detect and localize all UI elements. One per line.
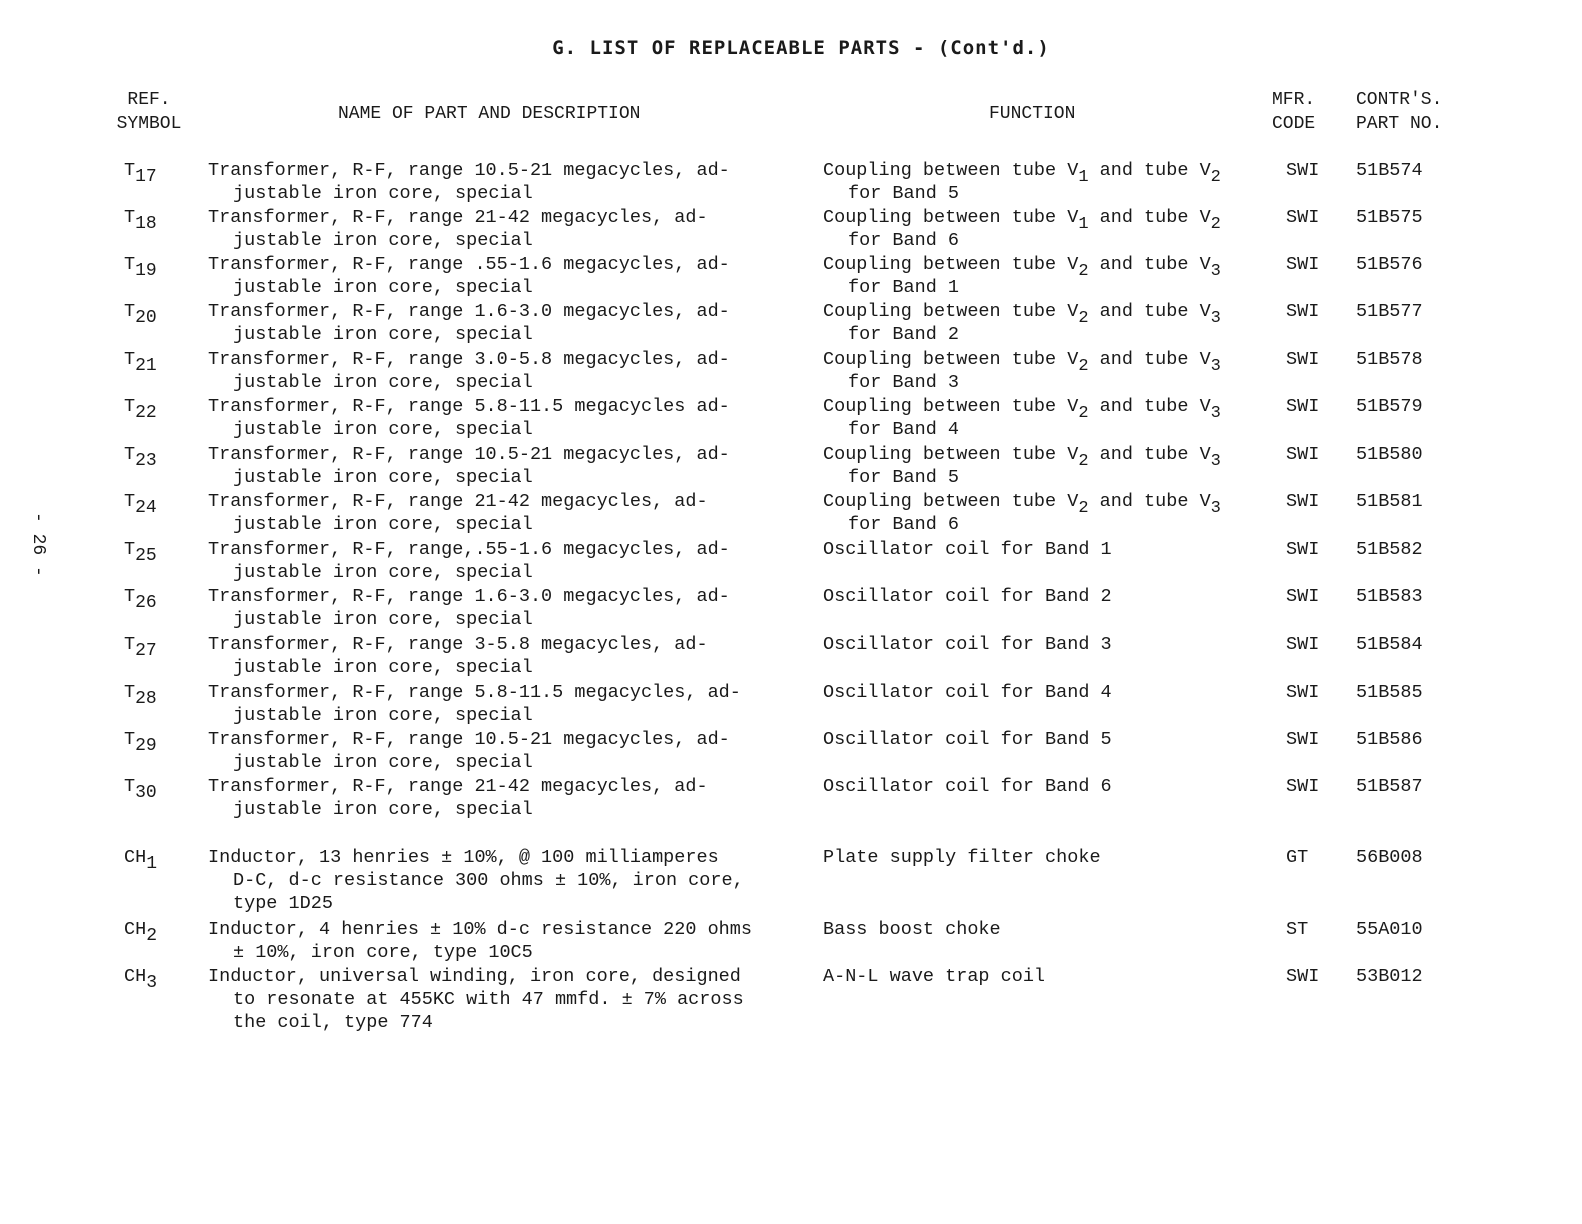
part-function: Oscillator coil for Band 4 [823, 682, 1112, 703]
part-number: 51B575 [1356, 207, 1423, 228]
mfr-code: SWI [1286, 160, 1320, 181]
mfr-code: SWI [1286, 491, 1320, 512]
part-number: 51B582 [1356, 539, 1423, 560]
ref-symbol: $T_{23}$ [124, 444, 157, 471]
mfr-code: SWI [1286, 396, 1320, 417]
part-description: Transformer, R-F, range 5.8-11.5 megacycles, ad- justable iron core, special [208, 682, 741, 726]
mfr-code: SWI [1286, 634, 1320, 655]
part-number: 55A010 [1356, 919, 1423, 940]
ref-symbol: $T_{28}$ [124, 682, 157, 709]
part-function: Coupling between tube $V_1$ and tube $V_2$ for Band 6 [823, 207, 1221, 251]
part-number: 53B012 [1356, 966, 1423, 987]
part-number: 51B587 [1356, 776, 1423, 797]
part-description: Transformer, R-F, range 3.0-5.8 megacycles, ad- justable iron core, special [208, 349, 730, 393]
ref-symbol: $T_{30}$ [124, 776, 157, 803]
part-number: 51B581 [1356, 491, 1423, 512]
part-function: Coupling between tube $V_2$ and tube $V_3$ for Band 1 [823, 254, 1221, 298]
part-number: 51B586 [1356, 729, 1423, 750]
part-number: 51B580 [1356, 444, 1423, 465]
part-number: 51B578 [1356, 349, 1423, 370]
part-function: Oscillator coil for Band 5 [823, 729, 1112, 750]
part-number: 56B008 [1356, 847, 1423, 868]
part-number: 51B577 [1356, 301, 1423, 322]
ref-symbol: $T_{17}$ [124, 160, 157, 187]
part-description: Inductor, 13 henries ± 10%, @ 100 milliamperes D-C, d-c resistance 300 ohms ± 10%, iron core, type 1D25 [208, 847, 744, 914]
ref-symbol: $T_{18}$ [124, 207, 157, 234]
part-description: Transformer, R-F, range .55-1.6 megacycles, ad- justable iron core, special [208, 254, 730, 298]
part-function: Coupling between tube $V_2$ and tube $V_3$ for Band 6 [823, 491, 1221, 535]
part-description: Transformer, R-F, range 10.5-21 megacycles, ad- justable iron core, special [208, 160, 730, 204]
ref-symbol: $CH_3$ [124, 966, 158, 993]
header-ref-line1: REF. [127, 90, 171, 110]
part-description: Transformer, R-F, range 10.5-21 megacycles, ad- justable iron core, special [208, 729, 730, 773]
mfr-code: SWI [1286, 301, 1320, 322]
mfr-code: ST [1286, 919, 1309, 940]
page-title: G. LIST OF REPLACEABLE PARTS - (Cont'd.) [552, 37, 1050, 59]
part-description: Transformer, R-F, range 10.5-21 megacycles, ad- justable iron core, special [208, 444, 730, 488]
ref-symbol: $T_{25}$ [124, 539, 157, 566]
part-description: Transformer, R-F, range 21-42 megacycles, ad- justable iron core, special [208, 491, 708, 535]
ref-symbol: $T_{20}$ [124, 301, 157, 328]
mfr-code: GT [1286, 847, 1309, 868]
mfr-code: SWI [1286, 254, 1320, 275]
mfr-code: SWI [1286, 586, 1320, 607]
part-description: Transformer, R-F, range 3-5.8 megacycles, ad- justable iron core, special [208, 634, 708, 678]
part-function: A-N-L wave trap coil [823, 966, 1046, 987]
mfr-code: SWI [1286, 729, 1320, 750]
ref-symbol: $CH_2$ [124, 919, 158, 946]
part-function: Coupling between tube $V_2$ and tube $V_3$ for Band 5 [823, 444, 1221, 488]
part-description: Transformer, R-F, range 21-42 megacycles, ad- justable iron core, special [208, 207, 708, 251]
ref-symbol: $T_{22}$ [124, 396, 157, 423]
ref-symbol: $T_{29}$ [124, 729, 157, 756]
part-number: 51B584 [1356, 634, 1423, 655]
part-number: 51B579 [1356, 396, 1423, 417]
part-description: Inductor, universal winding, iron core, designed to resonate at 455KC with 47 mmfd. ± 7% across the coil, type 774 [208, 966, 744, 1033]
part-function: Coupling between tube $V_2$ and tube $V_3$ for Band 2 [823, 301, 1221, 345]
part-function: Oscillator coil for Band 6 [823, 776, 1112, 797]
ref-symbol: $T_{19}$ [124, 254, 157, 281]
part-description: Transformer, R-F, range 21-42 megacycles, ad- justable iron core, special [208, 776, 708, 820]
part-number: 51B585 [1356, 682, 1423, 703]
part-description: Transformer, R-F, range 1.6-3.0 megacycles, ad- justable iron core, special [208, 586, 730, 630]
part-function: Bass boost choke [823, 919, 1001, 940]
header-mfr-code [1272, 88, 1315, 136]
header-part-line1: CONTR'S. [1356, 90, 1443, 110]
part-description: Transformer, R-F, range,.55-1.6 megacycles, ad- justable iron core, special [208, 539, 730, 583]
ref-symbol: $T_{26}$ [124, 586, 157, 613]
part-function: Oscillator coil for Band 3 [823, 634, 1112, 655]
ref-symbol: $T_{27}$ [124, 634, 157, 661]
part-function: Oscillator coil for Band 1 [823, 539, 1112, 560]
mfr-code: SWI [1286, 966, 1320, 987]
mfr-code: SWI [1286, 207, 1320, 228]
mfr-code: SWI [1286, 349, 1320, 370]
header-part-line2: PART NO. [1356, 114, 1443, 134]
part-function: Coupling between tube $V_1$ and tube $V_2$ for Band 5 [823, 160, 1221, 204]
header-ref-line2: SYMBOL [116, 114, 182, 134]
part-number: 51B574 [1356, 160, 1423, 181]
header-part-no [1356, 88, 1442, 136]
part-function: Coupling between tube $V_2$ and tube $V_3$ for Band 3 [823, 349, 1221, 393]
part-function: Oscillator coil for Band 2 [823, 586, 1112, 607]
page-number: - 26 - [28, 512, 48, 577]
header-mfr-line2: CODE [1272, 114, 1316, 134]
part-function: Plate supply filter choke [823, 847, 1101, 868]
header-function: FUNCTION [989, 104, 1076, 124]
mfr-code: SWI [1286, 539, 1320, 560]
header-mfr-line1: MFR. [1272, 90, 1316, 110]
part-function: Coupling between tube $V_2$ and tube $V_3$ for Band 4 [823, 396, 1221, 440]
ref-symbol: $CH_1$ [124, 847, 158, 874]
ref-symbol: $T_{24}$ [124, 491, 157, 518]
part-number: 51B583 [1356, 586, 1423, 607]
part-description: Inductor, 4 henries ± 10% d-c resistance 220 ohms ± 10%, iron core, type 10C5 [208, 919, 752, 963]
mfr-code: SWI [1286, 682, 1320, 703]
part-description: Transformer, R-F, range 5.8-11.5 megacycles ad- justable iron core, special [208, 396, 730, 440]
header-name-description: NAME OF PART AND DESCRIPTION [338, 104, 641, 124]
header-ref-symbol [114, 88, 184, 136]
mfr-code: SWI [1286, 444, 1320, 465]
mfr-code: SWI [1286, 776, 1320, 797]
part-description: Transformer, R-F, range 1.6-3.0 megacycles, ad- justable iron core, special [208, 301, 730, 345]
ref-symbol: $T_{21}$ [124, 349, 157, 376]
part-number: 51B576 [1356, 254, 1423, 275]
